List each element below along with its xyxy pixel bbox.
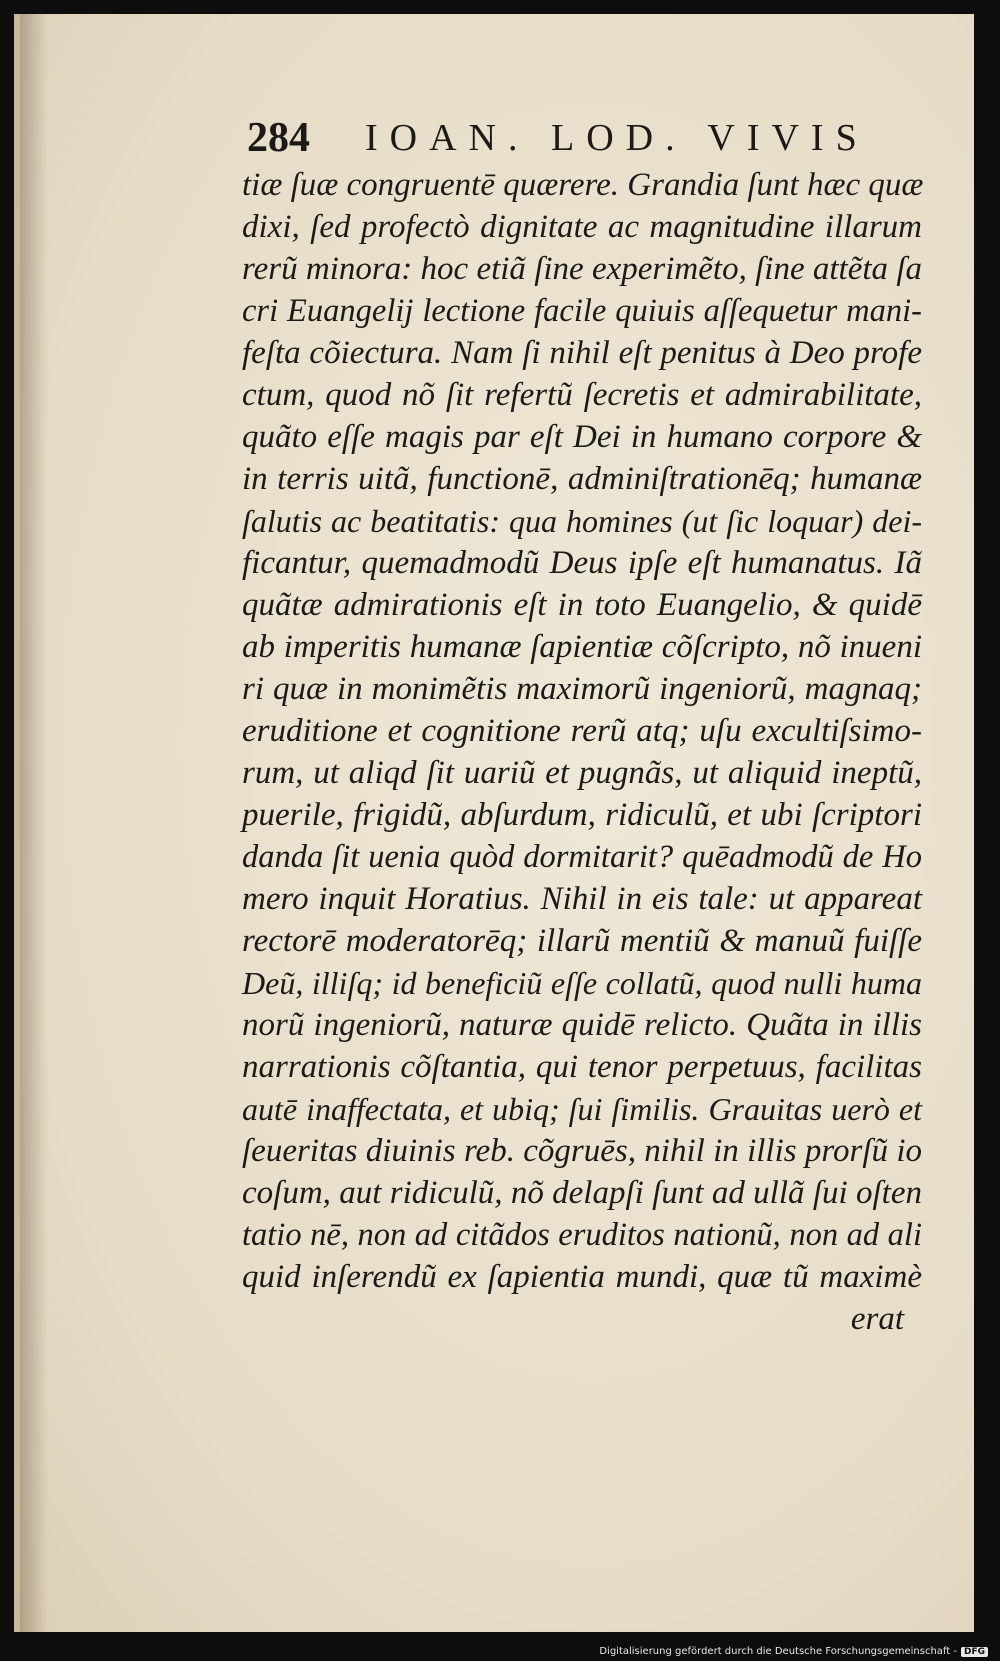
catchword-line	[242, 1298, 922, 1340]
running-title: IOAN. LOD. VIVIS	[365, 117, 869, 159]
credit-text: Digitalisierung gefördert durch die Deutsche Forschungsgemeinschaft -	[599, 1646, 957, 1657]
running-head	[235, 106, 915, 166]
book-page	[14, 14, 974, 1632]
text-line: puerile, frigidũ, abſurdum, ridiculũ, et ubi ſcriptori	[242, 797, 922, 833]
text-line: feſta cõiectura. Nam ſi nihil eſt penitus à Deo profe	[242, 335, 922, 371]
catchword: erat	[850, 1301, 904, 1337]
text-line: quãtæ admirationis eſt in toto Euangelio, & quidē	[242, 587, 922, 623]
text-block	[242, 164, 922, 1340]
text-line: ctum, quod nõ ſit refertũ ſecretis et admirabilitate,	[242, 377, 922, 413]
text-line: cri Euangelij lectione facile quiuis aſſequetur mani-	[242, 293, 922, 329]
text-line: ſeueritas diuinis reb. cõgruēs, nihil in illis prorſũ io	[242, 1133, 922, 1169]
page-number: 284	[247, 115, 310, 161]
text-line: ri quæ in monimẽtis maximorũ ingeniorũ, magnaq;	[242, 671, 922, 707]
text-line: ficantur, quemadmodũ Deus ipſe eſt humanatus. Iã	[242, 545, 922, 581]
text-line: mero inquit Horatius. Nihil in eis tale: ut appareat	[242, 881, 922, 917]
text-line: quãto eſſe magis par eſt Dei in humano corpore &	[242, 419, 922, 455]
text-line: in terris uitã, functionē, adminiſtrationēq; humanæ	[242, 461, 922, 497]
text-line: dixi, ſed profectò dignitate ac magnitudine illarum	[242, 209, 922, 245]
text-line: autē inaffectata, et ubiq; ſui ſimilis. Grauitas uerò et	[242, 1091, 922, 1127]
text-line: rerũ minora: hoc etiã ſine experimẽto, ſine attẽta ſa	[242, 251, 922, 287]
text-line: ſalutis ac beatitatis: qua homines (ut ſic loquar) dei-	[242, 503, 922, 539]
text-line: danda ſit uenia quòd dormitarit? quēadmodũ de Ho	[242, 839, 922, 875]
text-line: tiæ ſuæ congruentē quærere. Grandia ſunt hæc quæ	[242, 167, 924, 203]
text-line: narrationis cõſtantia, qui tenor perpetuus, facilitas	[242, 1049, 922, 1085]
text-line: Deũ, illiſq; id beneficiũ eſſe collatũ, quod nulli huma	[242, 965, 922, 1001]
gutter-shadow	[20, 14, 48, 1632]
text-line: quid inſerendũ ex ſapientia mundi, quæ tũ maximè	[242, 1259, 922, 1295]
digitization-credit	[599, 1646, 988, 1657]
text-line: norũ ingeniorũ, naturæ quidē relicto. Quãta in illis	[242, 1007, 922, 1043]
dfg-logo-icon: DFG	[961, 1647, 988, 1657]
text-line: ab imperitis humanæ ſapientiæ cõſcripto, nõ inueni	[242, 629, 922, 665]
text-line: rectorē moderatorēq; illarũ mentiũ & manuũ fuiſſe	[242, 923, 922, 959]
text-line: eruditione et cognitione rerũ atq; uſu excultiſsimo-	[242, 713, 922, 749]
text-line: tatio nē, non ad citãdos eruditos nationũ, non ad ali	[242, 1217, 922, 1253]
text-line: rum, ut aliqd ſit uariũ et pugnãs, ut aliquid ineptũ,	[242, 755, 922, 791]
text-line: coſum, aut ridiculũ, nõ delapſi ſunt ad ullã ſui oſten	[242, 1175, 922, 1211]
